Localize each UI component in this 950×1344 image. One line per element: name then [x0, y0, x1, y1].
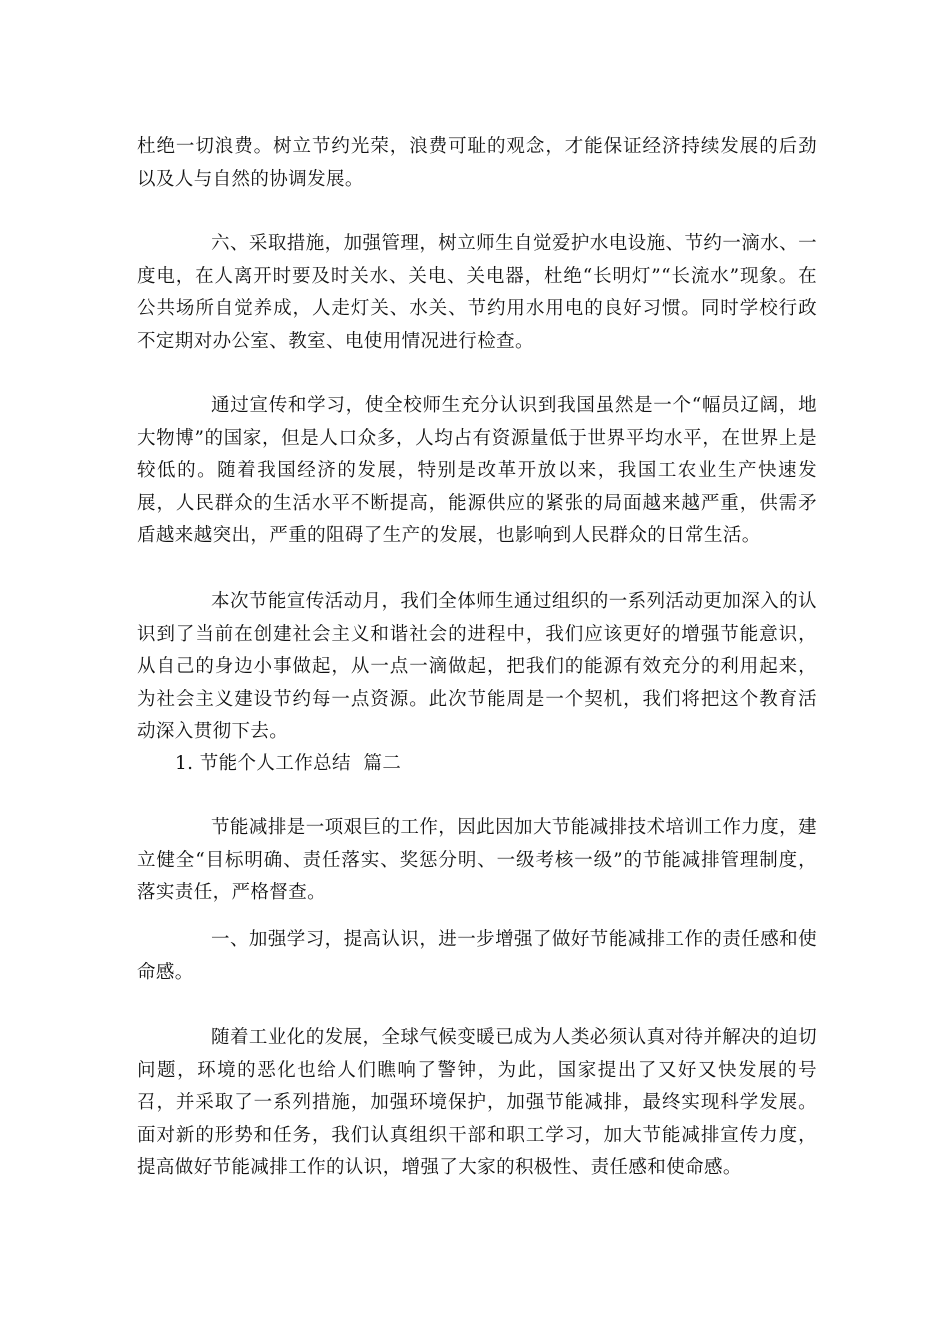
paragraph-2: 六、采取措施，加强管理，树立师生自觉爱护水电设施、节约一滴水、一度电，在人离开时要及时关水、关电、关电器，杜绝“长明灯”“长流水”现象。在公共场所自觉养成，人走灯关、水关、节约用水用电的良好习惯。同时学校行政不定期对办公室、教室、电使用情况进行检查。 [137, 233, 817, 352]
paragraph-3: 通过宣传和学习，使全校师生充分认识到我国虽然是一个“幅员辽阔，地大物博”的国家，但是人口众多，人均占有资源量低于世界平均水平，在世界上是较低的。随着我国经济的发展，特别是改革开放以来，我国工农业生产快速发展，人民群众的生活水平不断提高，能源供应的紧张的局面越来越严重，供需矛盾越来越突出，严重的阻碍了生产的发展，也影响到人民群众的日常生活。 [137, 395, 817, 546]
paragraph-4: 本次节能宣传活动月，我们全体师生通过组织的一系列活动更加深入的认识到了当前在创建社会主义和谐社会的进程中，我们应该更好的增强节能意识，从自己的身边小事做起，从一点一滴做起，把我们的能源有效充分的利用起来，为社会主义建设节约每一点资源。此次节能周是一个契机，我们将把这个教育活动深入贯彻下去。 [137, 591, 817, 742]
paragraph-6: 一、加强学习，提高认识，进一步增强了做好节能减排工作的责任感和使命感。 [137, 929, 817, 983]
paragraph-7: 随着工业化的发展，全球气候变暖已成为人类必须认真对待并解决的迫切问题，环境的恶化也给人们瞧响了警钟，为此，国家提出了又好又快发展的号召，并采取了一系列措施，加强环境保护，加强节能减排，最终实现科学发展。面对新的形势和任务，我们认真组织干部和职工学习，加大节能减排宣传力度，提高做好节能减排工作的认识，增强了大家的积极性、责任感和使命感。 [137, 1027, 817, 1178]
paragraph-1: 杜绝一切浪费。树立节约光荣，浪费可耻的观念，才能保证经济持续发展的后劲以及人与自然的协调发展。 [137, 136, 817, 190]
section-heading: 1. 节能个人工作总结 篇二 [175, 753, 402, 774]
paragraph-5: 节能减排是一项艰巨的工作，因此因加大节能减排技术培训工作力度，建立健全“目标明确、责任落实、奖惩分明、一级考核一级”的节能减排管理制度，落实责任，严格督查。 [137, 817, 817, 903]
